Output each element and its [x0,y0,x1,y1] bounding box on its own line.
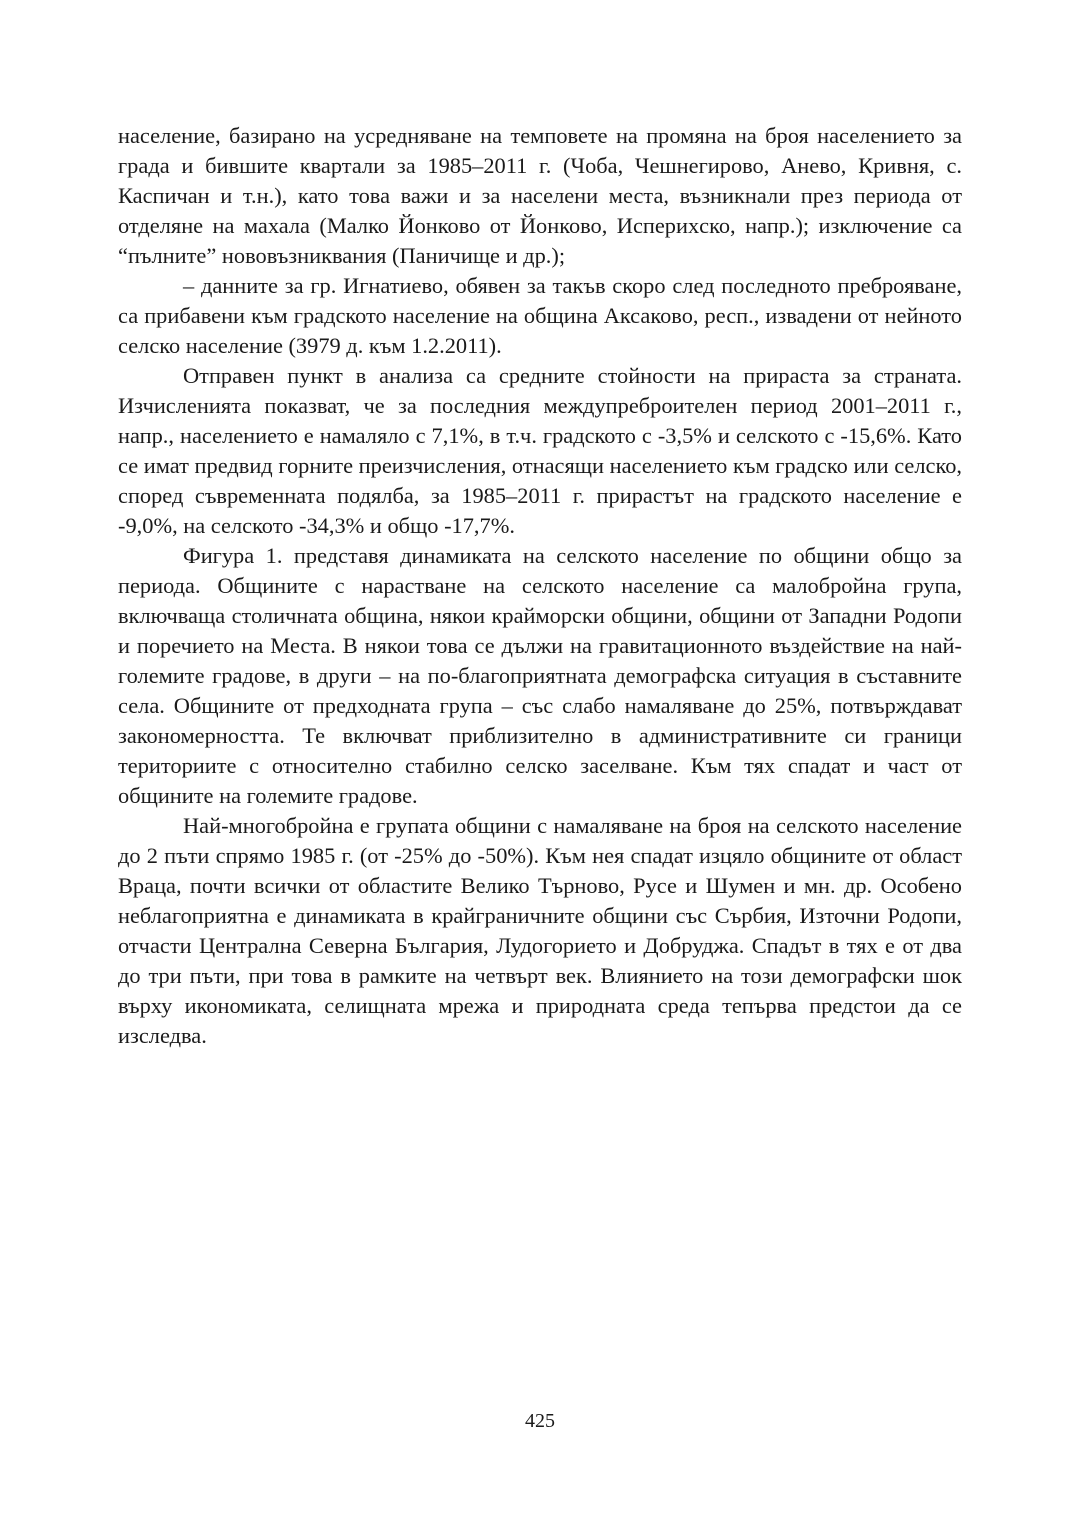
paragraph-ignatievo-note: – данните за гр. Игнатиево, обявен за такъв скоро след последното преброяване, са прибавени към градското население на община Аксаково, респ., извадени от нейното селско население (3979 д. към 1.2.2011). [118,273,962,358]
page-body [118,121,962,1051]
paragraph-starting-point: Отправен пункт в анализа са средните стойности на прираста за страната. Изчисленията показват, че за последния междупреброителен период 2001–2011 г., напр., населението е намаляло с 7,1%, в т.ч. градското с -3,5% и селското с -15,6%. Като се имат предвид горните преизчисления, отнасящи населението към градско или селско, според съвременната подялба, за 1985–2011 г. прирастът на градското население е -9,0%, на селското -34,3% и общо -17,7%. [118,363,962,538]
paragraph-figure-1: Фигура 1. представя динамиката на селското население по общини общо за периода. Общините с нарастване на селското население са малобройна група, включваща столичната община, някои крайморски общини, общини от Западни Родопи и поречието на Места. В някои това се дължи на гравитационното въздействие на най-големите градове, в други – на по-благоприятната демографска ситуация в съставните села. Общините от предходната група – със слабо намаляване до 25%, потвърждават закономерността. Те включват приблизително в административните си граници териториите с относително стабилно селско заселване. Към тях спадат и част от общините на големите градове. [118,543,962,808]
paragraph-largest-group: Най-многобройна е групата общини с намаляване на броя на селското население до 2 пъти спрямо 1985 г. (от -25% до -50%). Към нея спадат изцяло общините от област Враца, почти всички от областите Велико Търново, Русе и Шумен и мн. др. Особено неблагоприятна е динамиката в крайграничните общини със Сърбия, Източни Родопи, отчасти Централна Северна България, Лудогорието и Добруджа. Спадът в тях е от два до три пъти, при това в рамките на четвърт век. Влиянието на този демографски шок върху икономиката, селищната мрежа и природната среда тепърва предстои да се изследва. [118,813,962,1048]
paragraph-continuation: население, базирано на усредняване на темповете на промяна на броя населението за града и бившите квартали за 1985–2011 г. (Чоба, Чешнегирово, Анево, Кривня, с. Каспичан и т.н.), като това важи и за населени места, възникнали през периода от отделяне на махала (Малко Йонково от Йонково, Испериxско, напр.); изключение са “пълните” нововъзниквания (Паничище и др.); [118,123,962,268]
page-number: 425 [525,1410,555,1432]
